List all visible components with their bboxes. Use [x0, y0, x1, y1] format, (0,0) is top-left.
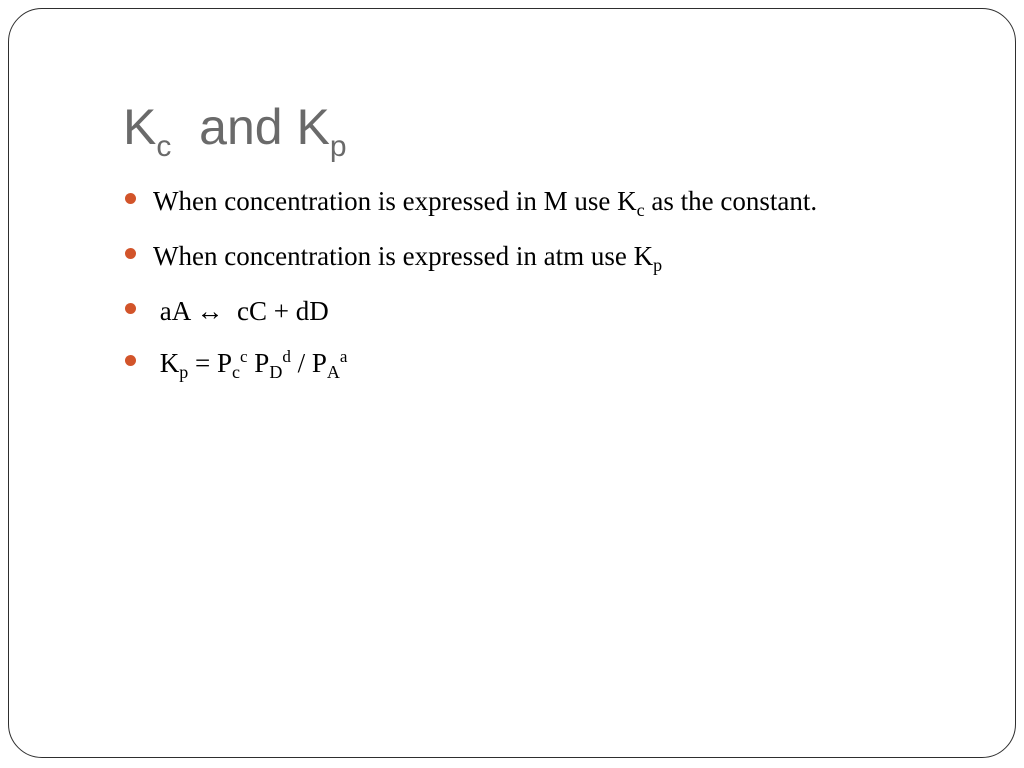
pc-superscript: c	[240, 347, 248, 366]
pa-subscript: A	[326, 362, 340, 382]
bullet-item-kp-expression	[123, 341, 883, 389]
bullet-item-kc	[123, 179, 883, 226]
title-sub-p: p	[329, 130, 347, 163]
bullet-subscript: p	[653, 255, 663, 275]
pd-symbol: P	[247, 348, 270, 378]
bullet-dot-icon	[125, 355, 136, 366]
bullet-list	[123, 179, 883, 397]
kp-subscript: p	[179, 362, 189, 382]
bullet-subscript: c	[636, 200, 645, 220]
bullet-text-end: as the constant.	[644, 186, 818, 216]
pa-superscript: a	[339, 347, 348, 366]
equals-pc: = P	[188, 348, 232, 378]
bullet-item-reaction	[123, 289, 883, 333]
slide	[8, 8, 1016, 758]
title-and-k: and K	[171, 99, 330, 155]
title-sub-c: c	[156, 130, 172, 163]
bullet-dot-icon	[125, 303, 136, 314]
bullet-text: When concentration is expressed in M use K	[153, 186, 637, 216]
bullet-dot-icon	[125, 248, 136, 259]
pc-subscript: c	[232, 362, 240, 382]
slide-title	[123, 97, 347, 165]
title-k: K	[123, 99, 157, 155]
bullet-dot-icon	[125, 193, 136, 204]
reaction-equation: aA ↔ cC + dD	[153, 296, 329, 326]
pd-superscript: d	[282, 347, 291, 366]
pd-subscript: D	[269, 362, 283, 382]
bullet-text: When concentration is expressed in atm use K	[153, 241, 654, 271]
kp-symbol: K	[153, 348, 180, 378]
bullet-item-kp	[123, 234, 883, 281]
slash-pa: / P	[290, 348, 327, 378]
